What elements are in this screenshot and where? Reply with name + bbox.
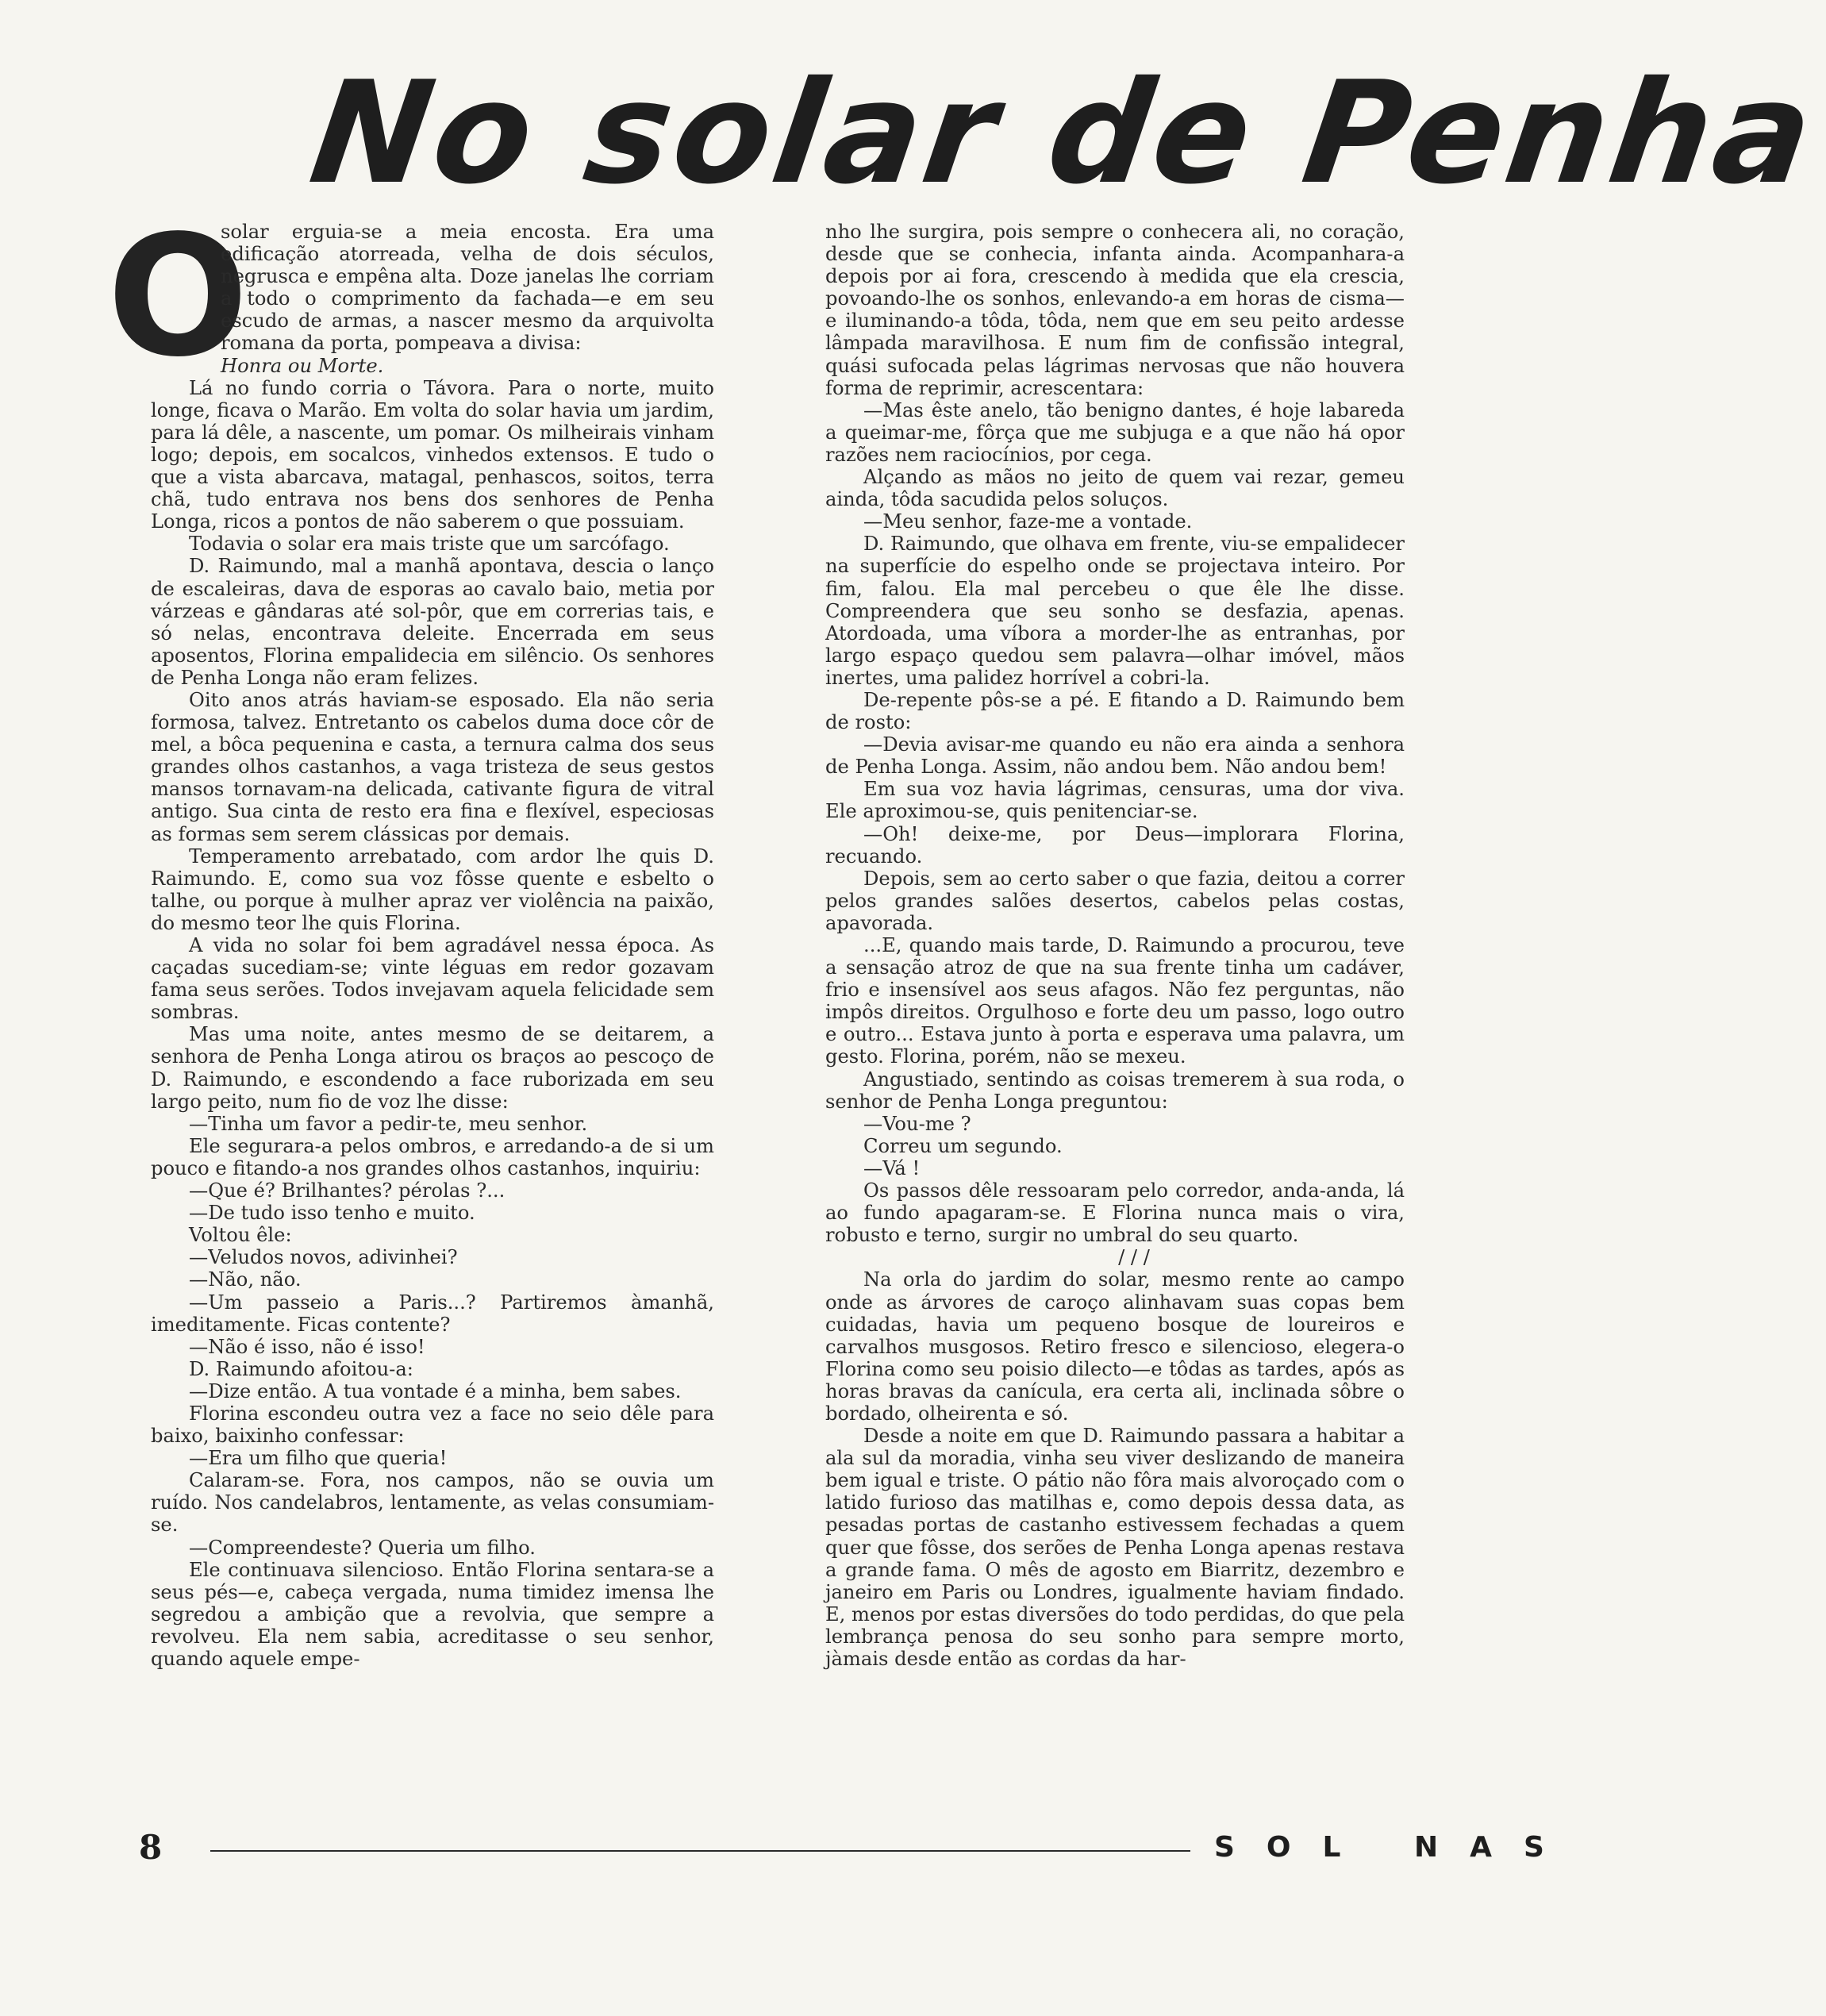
paragraph: D. Raimundo afoitou-a: xyxy=(189,1357,413,1380)
paragraph: Correu um segundo. xyxy=(863,1134,1063,1157)
paragraph: —Não é isso, não é isso! xyxy=(189,1335,425,1358)
paragraph: Temperamento arrebatado, com ardor lhe quis D. Raimundo. E, como sua voz fôsse quente e esbelto o talhe, ou porque à mulher apraz ver violência na paixão, do mesmo teor lhe quis Florina. xyxy=(151,844,714,934)
paragraph: —Compreendeste? Queria um filho. xyxy=(189,1536,536,1559)
article-title: No solar de Penha xyxy=(302,51,1825,215)
paragraph: —De tudo isso tenho e muito. xyxy=(189,1202,475,1225)
paragraph: ...E, quando mais tarde, D. Raimundo a procurou, teve a sensação atroz de que na sua frente tinha um cadáver, frio e insensível aos seus afagos. Não fez perguntas, não impôs direitos. Orgulhoso e forte deu um passo, logo outro e outro... Estava junto à porta e esperava uma palavra, um gesto. Florina, porém, não se mexeu. xyxy=(825,934,1405,1068)
motto: Honra ou Morte. xyxy=(221,354,384,377)
paragraph: —Dize então. A tua vontade é a minha, bem sabes. xyxy=(189,1379,682,1402)
paragraph: —Meu senhor, faze-me a vontade. xyxy=(863,510,1193,533)
paragraph: —Oh! deixe-me, por Deus—implorara Florina, recuando. xyxy=(825,822,1405,868)
drop-cap: O xyxy=(106,199,249,394)
left-column xyxy=(106,199,714,1670)
paragraph: —Tinha um favor a pedir-te, meu senhor. xyxy=(189,1112,588,1135)
paragraph: Todavia o solar era mais triste que um sarcófago. xyxy=(189,533,670,556)
paragraph: Na orla do jardim do solar, mesmo rente ao campo onde as árvores de caroço alinhavam suas copas bem cuidadas, havia um pequeno bosque de loureiros e carvalhos musgosos. Retiro fresco e silencioso, elegera-o Florina como seu poisio dilecto—e tôdas as tardes, após as horas bravas da canícula, era certa ali, inclinada sôbre o bordado, olheirenta e só. xyxy=(825,1268,1405,1425)
left-paragraphs xyxy=(151,377,714,1670)
paragraph: D. Raimundo, mal a manhã apontava, descia o lanço de escaleiras, dava de esporas ao cavalo baio, metia por várzeas e gândaras até sol-pôr, que em correrias tais, e só nelas, encontrava deleite. Encerrada em seus aposentos, Florina empalidecia em silêncio. Os senhores de Penha Longa não eram felizes. xyxy=(151,555,714,689)
paragraph: Depois, sem ao certo saber o que fazia, deitou a correr pelos grandes salões desertos, cabelos pelas costas, apavorada. xyxy=(825,867,1405,934)
paragraph: Os passos dêle ressoaram pelo corredor, anda-anda, lá ao fundo apagaram-se. E Florina nunca mais o vira, robusto e terno, surgir no umbral do seu quarto. xyxy=(825,1179,1405,1247)
paragraph: —Não, não. xyxy=(189,1268,302,1291)
paragraph: Ele segurara-a pelos ombros, e arredando-a de si um pouco e fitando-a nos grandes olhos castanhos, inquiriu: xyxy=(151,1134,714,1179)
paragraph: D. Raimundo, que olhava em frente, viu-se empalidecer na superfície do espelho onde se projectava inteiro. Por fim, falou. Ela mal percebeu o que êle lhe disse. Compreendera que seu sonho se desfazia, apenas. Atordoada, uma víbora a morder-lhe as entranhas, por largo espaço quedou sem palavra—olhar imóvel, mãos inertes, uma palidez horrível a cobri-la. xyxy=(825,533,1405,689)
paragraph: Mas uma noite, antes mesmo de se deitarem, a senhora de Penha Longa atirou os braços ao pescoço de D. Raimundo, e escondendo a face ruborizada em seu largo peito, num fio de voz lhe disse: xyxy=(151,1023,714,1113)
paragraph: —Vá ! xyxy=(863,1156,921,1179)
paragraph: —Mas êste anelo, tão benigno dantes, é hoje labareda a queimar-me, fôrça que me subjuga e a que não há opor razões nem raciocínios, por cega. xyxy=(825,398,1405,466)
paragraph: Angustiado, sentindo as coisas tremerem à sua roda, o senhor de Penha Longa preguntou: xyxy=(825,1068,1405,1113)
paragraph: Voltou êle: xyxy=(189,1224,292,1247)
continuation-paragraph: nho lhe surgira, pois sempre o conhecera ali, no coração, desde que se conhecia, infanta ainda. Acompanhara-a depois por ai fora, crescendo à medida que ela crescia, povoando-lhe os sonhos, enlevando-a em horas de cisma—e iluminando-a tôda, tôda, nem que em seu peito ardesse lâmpada maravilhosa. E num fim de confissão integral, quási sufocada pelas lágrimas nervosas que não houvera forma de reprimir, acrescentara: xyxy=(825,221,1405,399)
paragraph: Alçando as mãos no jeito de quem vai rezar, gemeu ainda, tôda sacudida pelos soluços. xyxy=(825,466,1405,511)
paragraph: —Que é? Brilhantes? pérolas ?... xyxy=(189,1179,506,1202)
right-paragraphs xyxy=(825,399,1405,1247)
footer-rule xyxy=(210,1850,1190,1852)
section-separator: / / / xyxy=(1118,1246,1150,1269)
paragraph: A vida no solar foi bem agradável nessa época. As caçadas sucediam-se; vinte léguas em redor gozavam fama seus serões. Todos invejavam aquela felicidade sem sombras. xyxy=(151,934,714,1024)
paragraph: Oito anos atrás haviam-se esposado. Ela não seria formosa, talvez. Entretanto os cabelos duma doce côr de mel, a bôca pequenina e casta, a ternura calma dos seus grandes olhos castanhos, a vaga tristeza de seus gestos mansos tornavam-na delicada, cativante figura de vitral antigo. Sua cinta de resto era fina e flexível, especiosas as formas sem serem clássicas por demais. xyxy=(151,688,714,845)
page-number: 8 xyxy=(139,1828,163,1867)
paragraph: —Um passeio a Paris...? Partiremos àmanhã, imeditamente. Ficas contente? xyxy=(151,1291,714,1336)
paragraph: —Devia avisar-me quando eu não era ainda a senhora de Penha Longa. Assim, não andou bem. Não andou bem! xyxy=(825,733,1405,779)
magazine-name: SOL NAS xyxy=(1214,1831,1576,1864)
paragraph: De-repente pôs-se a pé. E fitando a D. Raimundo bem de rosto: xyxy=(825,688,1405,734)
paragraph: —Era um filho que queria! xyxy=(189,1447,448,1470)
right-column xyxy=(825,221,1405,1670)
paragraph: Lá no fundo corria o Távora. Para o norte, muito longe, ficava o Marão. Em volta do solar havia um jardim, para lá dêle, a nascente, um pomar. Os milheirais vinham logo; depois, em socalcos, vinhedos extensos. E tudo o que a vista abarcava, matagal, penhascos, soitos, terra chã, tudo entrava nos bens dos senhores de Penha Longa, ricos a pontos de não saberem o que possuiam. xyxy=(151,376,714,533)
page-footer xyxy=(139,1824,1576,1872)
paragraph: —Vou-me ? xyxy=(863,1112,971,1135)
paragraph: Ele continuava silencioso. Então Florina sentara-se a seus pés—e, cabeça vergada, numa timidez imensa lhe segredou a ambição que a revolvia, que sempre a revolveu. Ela nem sabia, acreditasse o seu senhor, quando aquele empe- xyxy=(151,1558,714,1670)
first-paragraph xyxy=(106,199,714,394)
paragraph: Florina escondeu outra vez a face no seio dêle para baixo, baixinho confessar: xyxy=(151,1402,714,1448)
paragraph: Em sua voz havia lágrimas, censuras, uma dor viva. Ele aproximou-se, quis penitenciar-se. xyxy=(825,778,1405,823)
first-paragraph-text: solar erguia-se a meia encosta. Era uma edificação atorreada, velha de dois séculos, negrusca e empêna alta. Doze janelas lhe corriam a todo o comprimento da fachada—e em seu escudo de armas, a nascer mesmo da arquivolta romana da porta, pompeava a divisa: xyxy=(221,221,714,355)
paragraph: —Veludos novos, adivinhei? xyxy=(189,1246,458,1269)
paragraph: Calaram-se. Fora, nos campos, não se ouvia um ruído. Nos candelabros, lentamente, as velas consumiam-se. xyxy=(151,1469,714,1537)
right-paragraphs-after xyxy=(825,1268,1405,1670)
paragraph: Desde a noite em que D. Raimundo passara a habitar a ala sul da moradia, vinha seu viver deslizando de maneira bem igual e triste. O pátio não fôra mais alvoroçado com o latido furioso das matilhas e, como depois dessa data, as pesadas portas de castanho estivessem fechadas a quem quer que fôsse, dos serões de Penha Longa apenas restava a grande fama. O mês de agosto em Biarritz, dezembro e janeiro em Paris ou Londres, igualmente haviam findado. E, menos por estas diversões do todo perdidas, do que pela lembrança penosa do seu sonho para sempre morto, jàmais desde então as cordas da har- xyxy=(825,1425,1405,1670)
